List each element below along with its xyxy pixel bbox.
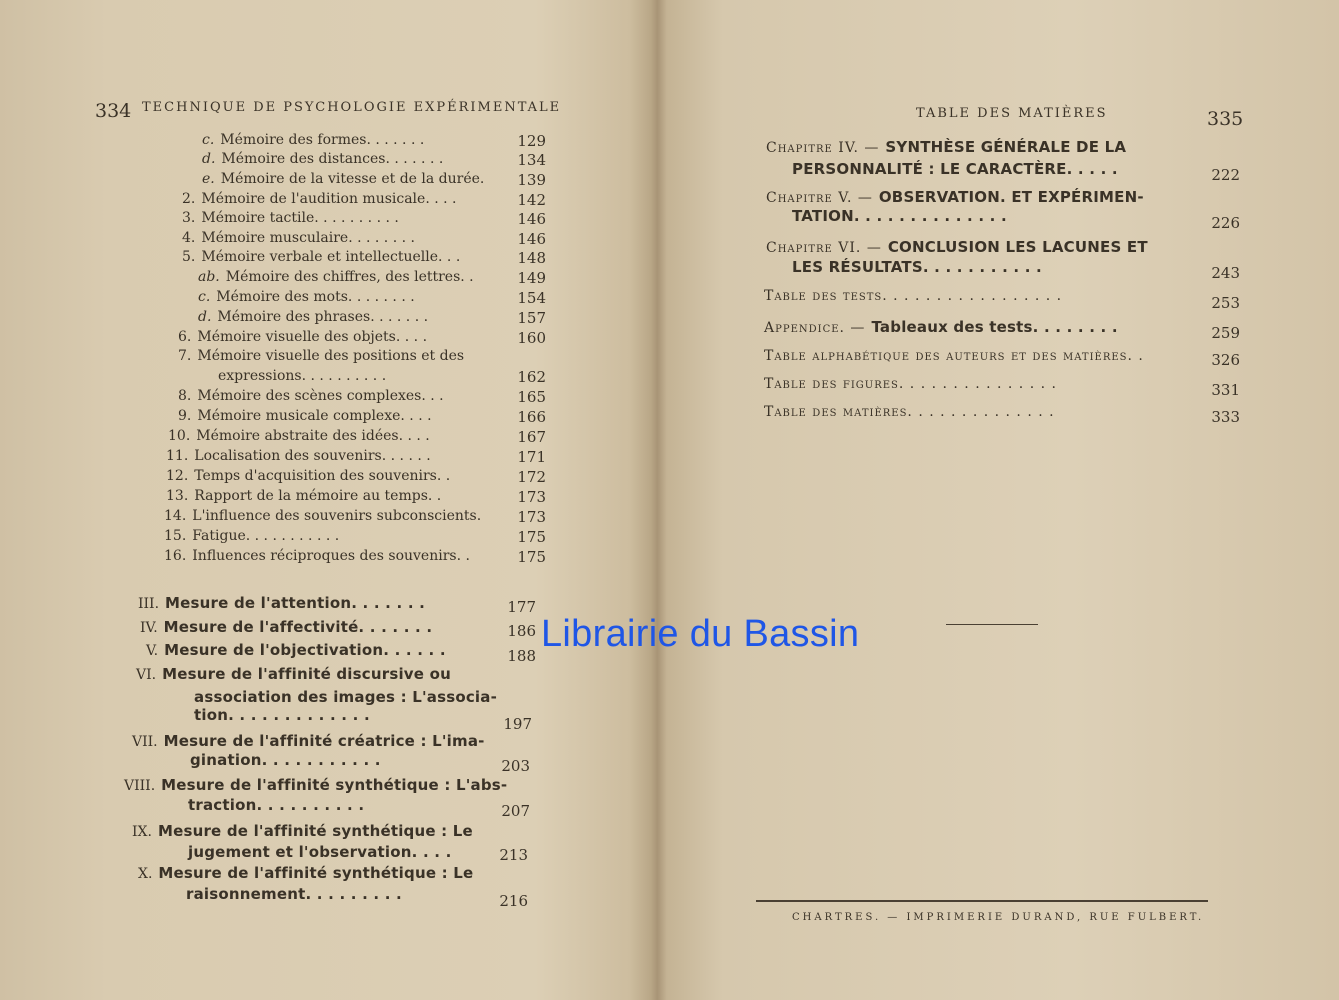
page-ref: 148 — [517, 249, 546, 267]
page-ref: 162 — [517, 368, 546, 386]
separator-rule — [946, 624, 1038, 625]
list-item: c. Mémoire des formes. . . . . . . — [202, 132, 425, 148]
page-ref: 259 — [1211, 324, 1240, 342]
list-item: 4. Mémoire musculaire. . . . . . . . — [182, 230, 415, 246]
list-item: Table des tests. . . . . . . . . . . . . . . . . — [764, 288, 1063, 304]
chapter-entry-line: traction. . . . . . . . . . — [188, 796, 365, 814]
page-ref: 173 — [517, 488, 546, 506]
page-ref: 165 — [517, 388, 546, 406]
page-ref: 160 — [517, 329, 546, 347]
page-ref: 139 — [517, 171, 546, 189]
page-ref: 146 — [517, 230, 546, 248]
chapter-entry: Chapitre IV. — SYNTHÈSE GÉNÉRALE DE LA — [766, 138, 1127, 156]
page-ref: 129 — [517, 132, 546, 150]
list-item: Table alphabétique des auteurs et des matières. . — [764, 348, 1144, 364]
watermark-text: Librairie du Bassin — [541, 613, 860, 655]
page-ref: 146 — [517, 210, 546, 228]
chapter-entry-line: gination. . . . . . . . . . . — [190, 751, 381, 769]
page-ref: 253 — [1211, 294, 1240, 312]
page-ref: 142 — [517, 191, 546, 209]
chapter-entry: VI. Mesure de l'affinité discursive ou — [136, 665, 451, 683]
list-item: d. Mémoire des phrases. . . . . . . — [198, 309, 429, 325]
page-ref: 171 — [517, 448, 546, 466]
chapter-entry: VIII. Mesure de l'affinité synthétique : L'abs- — [124, 776, 508, 794]
page-ref: 226 — [1211, 214, 1240, 232]
page-ref: 222 — [1211, 166, 1240, 184]
chapter-entry-line: PERSONNALITÉ : LE CARACTÈRE. . . . . — [792, 160, 1118, 178]
page-ref: 175 — [517, 528, 546, 546]
page-ref: 333 — [1211, 408, 1240, 426]
list-item: e. Mémoire de la vitesse et de la durée. — [202, 171, 485, 187]
list-item: 14. L'influence des souvenirs subconscients. — [164, 508, 482, 524]
page-ref: 173 — [517, 508, 546, 526]
right-page-number: 335 — [1207, 108, 1244, 130]
list-item: 7. Mémoire visuelle des positions et des — [178, 348, 465, 364]
page-ref: 154 — [517, 289, 546, 307]
list-item: 9. Mémoire musicale complexe. . . . — [178, 408, 432, 424]
page-ref: 167 — [517, 428, 546, 446]
page-ref: 213 — [499, 846, 528, 864]
list-item: Table des figures. . . . . . . . . . . . . . . — [764, 376, 1057, 392]
right-running-header: TABLE DES MATIÈRES — [916, 106, 1108, 121]
page-ref: 172 — [517, 468, 546, 486]
chapter-entry-line: TATION. . . . . . . . . . . . . . — [792, 207, 1007, 225]
list-item: 10. Mémoire abstraite des idées. . . . — [168, 428, 430, 444]
page-ref: 216 — [499, 892, 528, 910]
list-item: d. Mémoire des distances. . . . . . . — [202, 151, 444, 167]
chapter-entry: Chapitre V. — OBSERVATION. ET EXPÉRIMEN- — [766, 188, 1144, 206]
list-item: 11. Localisation des souvenirs. . . . . . — [166, 448, 431, 464]
page-ref: 166 — [517, 408, 546, 426]
chapter-entry: IX. Mesure de l'affinité synthétique : Le — [132, 822, 473, 840]
list-item: 2. Mémoire de l'audition musicale. . . . — [182, 191, 457, 207]
list-item: 5. Mémoire verbale et intellectuelle. . . — [182, 249, 461, 265]
list-item: 16. Influences réciproques des souvenirs. . — [164, 548, 470, 564]
chapter-entry: VII. Mesure de l'affinité créatrice : L'ima- — [132, 732, 485, 750]
page-ref: 175 — [517, 548, 546, 566]
chapter-entry: Chapitre VI. — CONCLUSION LES LACUNES ET — [766, 238, 1148, 256]
list-item: 13. Rapport de la mémoire au temps. . — [166, 488, 442, 504]
chapter-entry-line: association des images : L'associa- — [194, 688, 498, 706]
list-item: 6. Mémoire visuelle des objets. . . . — [178, 329, 428, 345]
page-ref: 157 — [517, 309, 546, 327]
chapter-entry: Appendice. — Tableaux des tests. . . . . . . . — [764, 318, 1118, 336]
chapter-entry-line: tion. . . . . . . . . . . . . — [194, 706, 370, 724]
page-ref: 197 — [503, 715, 532, 733]
footer-rule — [756, 900, 1208, 902]
chapter-entry: V. Mesure de l'objectivation. . . . . . — [146, 641, 446, 659]
chapter-entry-line: LES RÉSULTATS. . . . . . . . . . . — [792, 258, 1042, 276]
chapter-entry-line: raisonnement. . . . . . . . . — [186, 885, 402, 903]
list-item: 12. Temps d'acquisition des souvenirs. . — [166, 468, 451, 484]
printer-imprint: CHARTRES. — IMPRIMERIE DURAND, RUE FULBERT. — [792, 912, 1205, 923]
chapter-entry-line: jugement et l'observation. . . . — [188, 843, 452, 861]
list-item: expressions. . . . . . . . . . — [218, 368, 387, 384]
page-ref: 243 — [1211, 264, 1240, 282]
page-ref: 134 — [517, 151, 546, 169]
page-ref: 326 — [1211, 351, 1240, 369]
list-item: Table des matières. . . . . . . . . . . . . . — [764, 404, 1055, 420]
page-ref: 188 — [507, 647, 536, 665]
list-item: 8. Mémoire des scènes complexes. . . — [178, 388, 444, 404]
left-running-header: TECHNIQUE DE PSYCHOLOGIE EXPÉRIMENTALE — [142, 100, 562, 115]
page-ref: 186 — [507, 622, 536, 640]
list-item: c. Mémoire des mots. . . . . . . . — [198, 289, 415, 305]
page-ref: 149 — [517, 269, 546, 287]
page-ref: 203 — [501, 757, 530, 775]
list-item: ab. Mémoire des chiffres, des lettres. . — [198, 269, 474, 285]
list-item: 3. Mémoire tactile. . . . . . . . . . — [182, 210, 399, 226]
page-ref: 177 — [507, 598, 536, 616]
list-item: 15. Fatigue. . . . . . . . . . . — [164, 528, 340, 544]
page-ref: 331 — [1211, 381, 1240, 399]
chapter-entry: III. Mesure de l'attention. . . . . . . — [138, 594, 426, 612]
chapter-entry: IV. Mesure de l'affectivité. . . . . . . — [140, 618, 433, 636]
left-page-number: 334 — [95, 100, 132, 122]
chapter-entry: X. Mesure de l'affinité synthétique : Le — [138, 864, 474, 882]
page-ref: 207 — [501, 802, 530, 820]
